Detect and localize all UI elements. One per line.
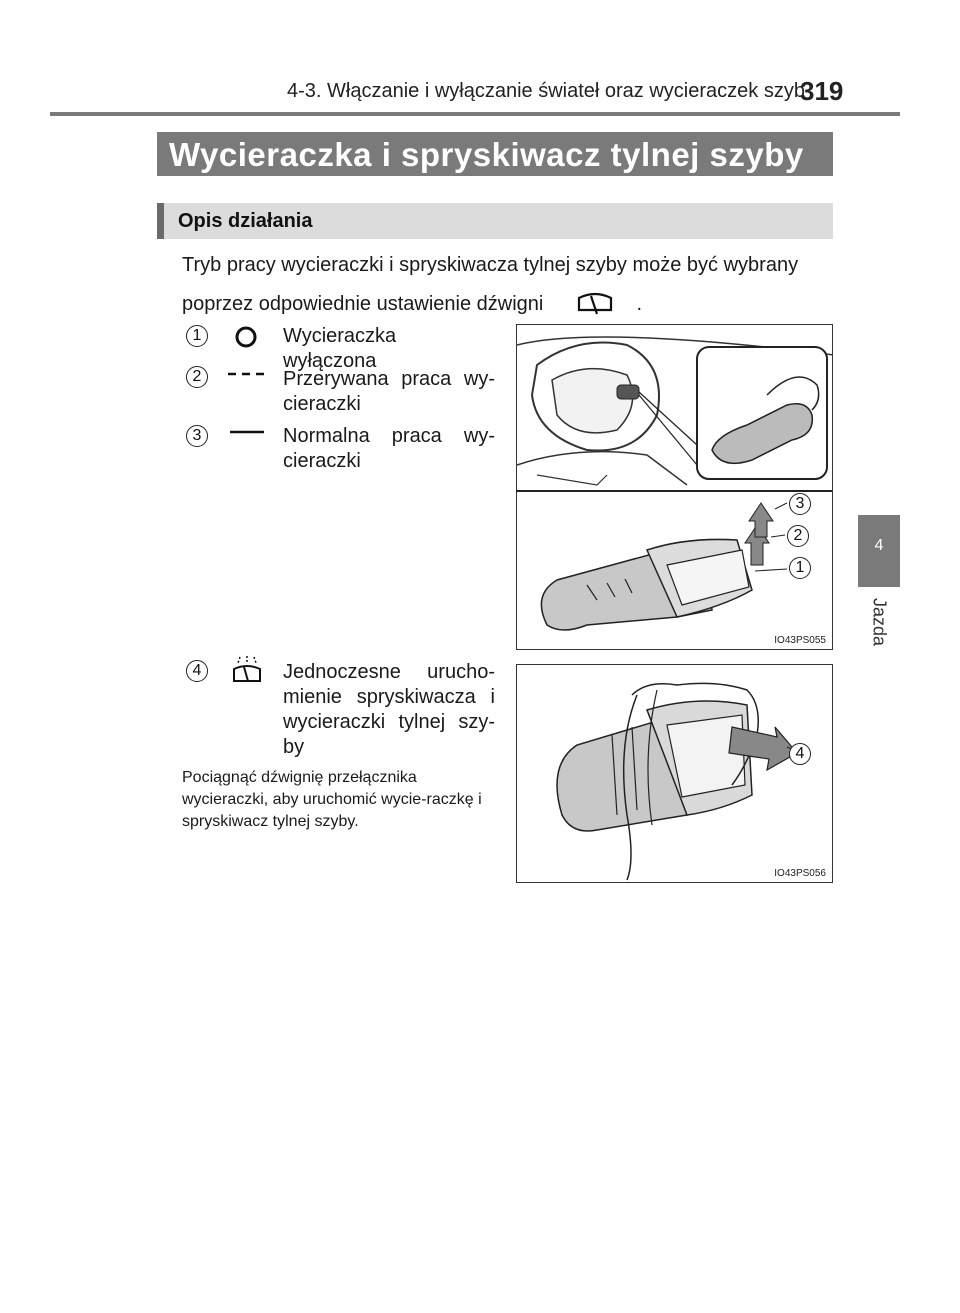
pull-lever-illustration <box>517 665 833 883</box>
wiper-lever-illustration <box>517 325 833 650</box>
item-number-4: 4 <box>186 660 208 682</box>
chapter-number: 4 <box>874 537 884 554</box>
solid-line-icon <box>228 420 266 450</box>
item-number-2: 2 <box>186 366 208 388</box>
item-text-2: Przerywana praca wy-cieraczki <box>283 368 495 415</box>
chapter-label: Jazda <box>869 597 890 647</box>
item-text-3: Normalna praca wy-cieraczki <box>283 425 495 472</box>
item-text-1: Wycieraczka wyłączona <box>283 325 397 372</box>
subsection-title: Opis działania <box>178 210 313 232</box>
rear-washer-icon <box>228 655 266 685</box>
rear-wiper-icon <box>573 288 617 318</box>
instruction-note: Pociągnąć dźwignię przełącznika wycieraczki, aby uruchomić wycie-raczkę i spryskiwacz tylnej szyby. <box>182 769 482 830</box>
figure-pull-lever <box>516 664 833 883</box>
figure-wiper-lever-positions <box>516 324 833 650</box>
item-number-1: 1 <box>186 325 208 347</box>
header-rule <box>50 112 900 116</box>
figure-callout-3: 3 <box>789 493 811 515</box>
figure-callout-2: 2 <box>787 525 809 547</box>
page-number: 319 <box>800 76 844 106</box>
chapter-tab <box>858 515 900 587</box>
intro-line-1: Tryb pracy wycieraczki i spryskiwacza tylnej szyby może być wybrany <box>182 254 799 276</box>
figure-code: IO43PS055 <box>774 635 826 646</box>
item-text-4: Jednoczesne urucho-mienie spryskiwacza i wycieraczki tylnej szy-by <box>283 661 495 758</box>
figure-callout-4: 4 <box>789 743 811 765</box>
running-header: 4-3. Włączanie i wyłączanie świateł oraz wycieraczek szyb <box>287 80 805 102</box>
figure-callout-1: 1 <box>789 557 811 579</box>
chapter-label-container <box>858 592 900 652</box>
intro-line-2-text: poprzez odpowiednie ustawienie dźwigni <box>182 293 544 315</box>
dashed-line-icon <box>228 362 266 392</box>
figure-code: IO43PS056 <box>774 868 826 879</box>
intro-line-2 <box>182 288 642 318</box>
intro-line-2-end: . <box>636 293 643 315</box>
section-banner <box>157 132 833 176</box>
subsection-banner <box>157 203 833 239</box>
item-number-3: 3 <box>186 425 208 447</box>
circle-off-icon <box>228 322 266 352</box>
section-title: Wycieraczka i spryskiwacz tylnej szyby <box>169 136 804 173</box>
